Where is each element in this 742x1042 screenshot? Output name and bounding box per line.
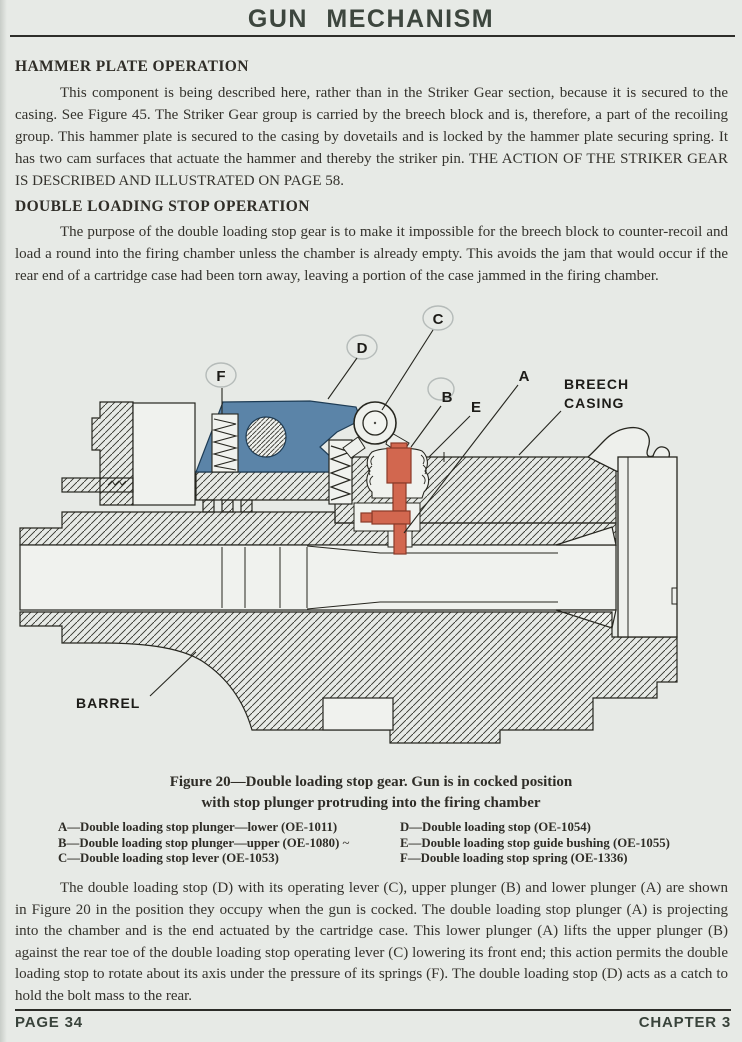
bottom-tab bbox=[323, 698, 393, 730]
legend-item-b: B—Double loading stop plunger—upper (OE-1080) ~ bbox=[58, 835, 350, 850]
paragraph-hammer-plate: This component is being described here, rather than in the Striker Gear section, because it is secured to the casing. See Figure 45. The Striker Gear group is carried by the breech block and is, therefore, a part of the recoiling group. This hammer plate is secured to the casing by dovetails and is locked by the hammer plate securing spring. It has two cam surfaces that actuate the hammer and thereby the striker pin. THE ACTION OF THE STRIKER GEAR IS DESCRIBED AND ILLUSTRATED ON PAGE 58. bbox=[15, 85, 728, 189]
plunger-crossbar bbox=[372, 511, 410, 524]
title-rule bbox=[10, 35, 735, 37]
callout-b: B bbox=[441, 389, 453, 406]
paragraph-double-loading-stop: The purpose of the double loading stop gear is to make it impossible for the breech block to counter-recoil and load a round into the firing chamber unless the chamber is already empty. This avoids the jam that would occur if the rear end of a cartridge case had been torn away, leaving a portion of the case jammed in the firing chamber. bbox=[15, 224, 728, 284]
label-breech-casing-line1: BREECH bbox=[564, 376, 630, 392]
label-barrel: BARREL bbox=[76, 695, 141, 711]
figure-caption-line2: with stop plunger protruding into the firing chamber bbox=[201, 795, 541, 811]
plunger-crossbar-nub bbox=[361, 513, 372, 522]
callout-f: F bbox=[216, 368, 226, 385]
white-block bbox=[133, 403, 195, 505]
legend-pencil-mark: ~ bbox=[342, 835, 350, 850]
legend-item-c: C—Double loading stop lever (OE-1053) bbox=[58, 851, 279, 865]
stop-spring-f bbox=[212, 414, 238, 472]
legend-item-e: E—Double loading stop guide bushing (OE-1055) bbox=[400, 835, 670, 850]
figure-caption bbox=[0, 772, 742, 814]
legend-item-f: F—Double loading stop spring (OE-1336) bbox=[400, 851, 628, 865]
breech-ring-band bbox=[618, 457, 677, 637]
section-heading-hammer-plate: HAMMER PLATE OPERATION bbox=[15, 58, 249, 75]
callout-a: A bbox=[518, 368, 530, 385]
page-title: GUN MECHANISM bbox=[247, 5, 495, 33]
callout-d: D bbox=[356, 340, 368, 357]
figure-caption-line1: Figure 20—Double loading stop gear. Gun is in cocked position bbox=[169, 774, 573, 790]
legend-item-d: D—Double loading stop (OE-1054) bbox=[400, 820, 591, 834]
footer-chapter: CHAPTER 3 bbox=[638, 1014, 731, 1031]
footer bbox=[15, 1014, 731, 1031]
figure-20-diagram bbox=[0, 300, 742, 770]
legend-item-a: A—Double loading stop plunger—lower (OE-1011) bbox=[58, 820, 338, 834]
legend-column-left bbox=[58, 820, 400, 867]
footer-page-number: PAGE 34 bbox=[15, 1014, 83, 1031]
plunger-stem bbox=[393, 483, 406, 511]
footer-rule bbox=[15, 1009, 731, 1011]
legend-column-right bbox=[400, 820, 730, 867]
callout-e: E bbox=[470, 399, 482, 416]
closing-paragraph: The double loading stop (D) with its operating lever (C), upper plunger (B) and lower plunger (A) are shown in Figure 20 in the position they occupy when the gun is cocked. The double loading stop plunger (A) is projecting into the chamber and is the end actuated by the cartridge case. This lower plunger (A) lifts the upper plunger (B) against the rear toe of the double loading stop operating lever (C) lowering its front end; this action permits the double loading stop to rotate about its axis under the pressure of its springs (F). The double loading stop (D) acts as a catch to hold the bolt mass to the rear. bbox=[15, 880, 728, 1004]
plunger-upper-block bbox=[387, 448, 411, 483]
section-heading-double-loading-stop: DOUBLE LOADING STOP OPERATION bbox=[15, 198, 310, 215]
callout-c: C bbox=[432, 311, 444, 328]
figure-legend bbox=[58, 820, 730, 867]
serration-teeth bbox=[203, 500, 252, 512]
label-breech-casing-line2: CASING bbox=[564, 395, 625, 411]
plunger-lower-stem bbox=[394, 524, 406, 554]
bore-band bbox=[20, 545, 616, 610]
callout-ellipse-marks bbox=[206, 306, 454, 400]
